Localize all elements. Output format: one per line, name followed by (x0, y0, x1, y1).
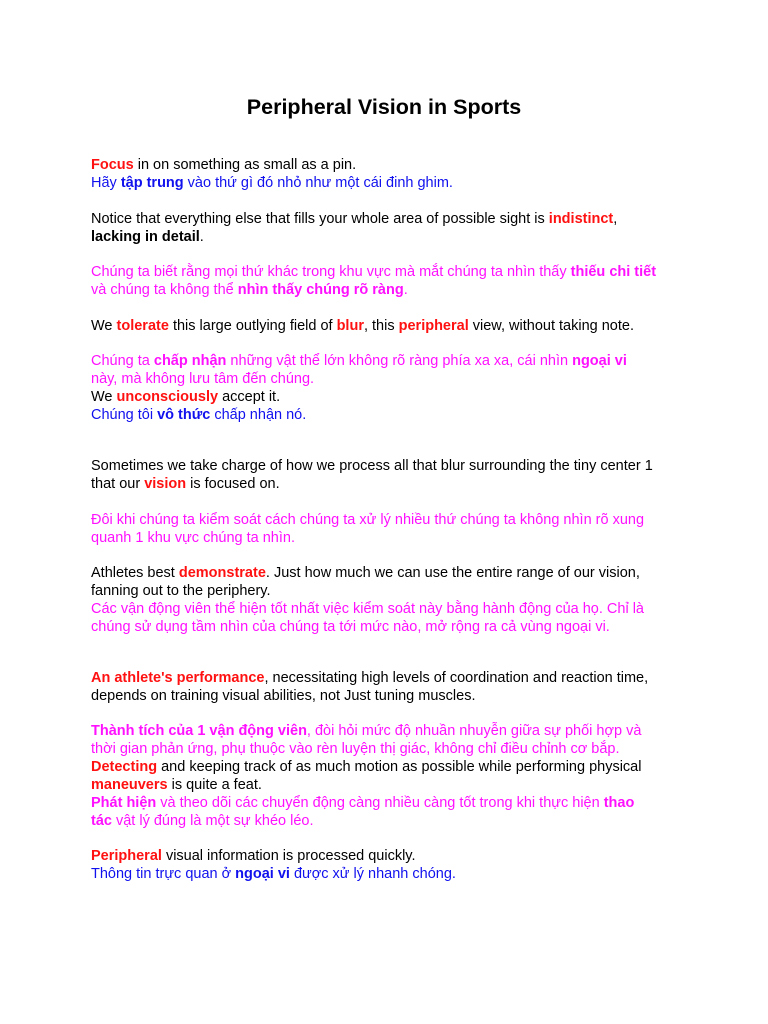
text: vật lý đúng là một sự khéo léo. (111, 813, 314, 829)
line-vi (91, 281, 691, 299)
page-title: Peripheral Vision in Sports (246, 95, 522, 119)
line-vi (91, 370, 691, 388)
text: view, without taking note. (468, 318, 634, 334)
paragraph-athletes (91, 564, 691, 636)
paragraph-sometimes-vi (91, 511, 691, 547)
line-vi: Các vận động viên thể hiện tốt nhất việc kiểm soát này bằng hành động của họ. Chỉ là (91, 601, 644, 617)
line-vi (91, 406, 691, 424)
line-en (91, 210, 691, 228)
line-vi (91, 352, 691, 370)
text: chấp nhận nó. (210, 407, 307, 423)
text: is quite a feat. (167, 777, 262, 793)
keyword: nhìn thấy chúng rõ ràng (237, 282, 404, 298)
text: Chúng ta biết rằng mọi thứ khác trong khu vực mà mắt chúng ta nhìn thấy (91, 264, 571, 280)
text: được xử lý nhanh chóng. (289, 866, 456, 882)
text: vào thứ gì đó nhỏ như một cái đinh ghim. (183, 175, 453, 191)
line-vi: chúng sử dụng tầm nhìn của chúng ta tới mức nào, mở rộng ra cả vùng ngoại vi. (91, 619, 610, 635)
line-en: depends on training visual abilities, not Just tuning muscles. (91, 688, 476, 704)
line-en (91, 228, 691, 246)
keyword: Peripheral (91, 848, 162, 864)
text: Thông tin trực quan ở (91, 866, 236, 882)
keyword: vision (144, 476, 187, 492)
keyword: indistinct (548, 211, 614, 227)
text: này, mà không lưu tâm đến chúng. (91, 371, 315, 387)
line-vi: quanh 1 khu vực chúng ta nhìn. (91, 530, 295, 546)
text: . (403, 282, 408, 298)
text: We (91, 318, 117, 334)
text: , this (363, 318, 399, 334)
keyword: Thành tích của 1 vận động viên (91, 723, 307, 739)
line-vi (91, 865, 691, 883)
line-vi (91, 794, 691, 812)
keyword: tác (91, 813, 112, 829)
text: visual information is processed quickly. (161, 848, 416, 864)
keyword: An athlete's performance (91, 670, 265, 686)
keyword: thao (603, 795, 635, 811)
keyword: tolerate (116, 318, 169, 334)
keyword: thiếu chi tiết (570, 264, 657, 280)
text: in on something as small as a pin. (133, 157, 357, 173)
text: , đòi hỏi mức độ nhuần nhuyễn giữa sự phối hợp và (306, 723, 642, 739)
text: và theo dõi các chuyển động càng nhiều càng tốt trong khi thực hiện (156, 795, 604, 811)
line-en (91, 475, 691, 493)
line-vi: Đôi khi chúng ta kiểm soát cách chúng ta xử lý nhiều thứ chúng ta không nhìn rõ xung (91, 512, 645, 528)
line-en (91, 758, 691, 776)
keyword: Detecting (91, 759, 158, 775)
text: những vật thể lớn không rõ ràng phía xa xa, cái nhìn (226, 353, 573, 369)
line-en (91, 669, 691, 687)
line-en (91, 847, 691, 865)
text: is focused on. (186, 476, 280, 492)
line-vi (91, 722, 691, 740)
text: Athletes best (91, 565, 179, 581)
line-vi (91, 812, 691, 830)
text: và chúng ta không thể (91, 282, 238, 298)
keyword: chấp nhận (153, 353, 227, 369)
keyword: vô thức (157, 407, 211, 423)
paragraph-accept (91, 352, 691, 424)
text: Chúng ta (91, 353, 154, 369)
line-en (91, 156, 691, 174)
text: , necessitating high levels of coordination and reaction time, (264, 670, 649, 686)
paragraph-performance (91, 669, 691, 705)
paragraph-tolerate (91, 317, 691, 335)
text: Notice that everything else that fills your whole area of possible sight is (91, 211, 549, 227)
text: accept it. (218, 389, 281, 405)
keyword: peripheral (398, 318, 469, 334)
text: that our (91, 476, 145, 492)
paragraph-performance-vi (91, 722, 691, 830)
line-en: fanning out to the periphery. (91, 583, 271, 599)
keyword: ngoại vi (235, 866, 290, 882)
line-vi: thời gian phản ứng, phụ thuộc vào rèn luyện thị giác, không chỉ điều chỉnh cơ bắp. (91, 741, 620, 757)
keyword: Phát hiện (91, 795, 157, 811)
paragraph-focus (91, 156, 691, 192)
text: Hãy (91, 175, 121, 191)
line-vi (91, 263, 691, 281)
line-vi (91, 174, 691, 192)
keyword: tập trung (120, 175, 184, 191)
text: this large outlying field of (168, 318, 337, 334)
paragraph-sometimes (91, 457, 691, 493)
keyword: maneuvers (91, 777, 168, 793)
paragraph-processed (91, 847, 691, 883)
text: Sometimes we take charge of how we process all that blur surrounding the tiny center 1 (91, 458, 653, 474)
line-en (91, 457, 691, 475)
text: We (91, 389, 117, 405)
keyword: Focus (91, 157, 134, 173)
line-en (91, 388, 691, 406)
keyword: demonstrate (178, 565, 266, 581)
line-en (91, 776, 691, 794)
text: . (199, 229, 204, 245)
text: . Just how much we can use the entire range of our vision, (265, 565, 640, 581)
keyword: blur (336, 318, 364, 334)
text: and keeping track of as much motion as possible while performing physical (157, 759, 642, 775)
text: Chúng tôi (91, 407, 158, 423)
keyword: unconsciously (116, 389, 219, 405)
keyword: lacking in detail (91, 229, 200, 245)
line-en (91, 564, 691, 582)
paragraph-notice-vi (91, 263, 691, 299)
keyword: ngoại vi (572, 353, 627, 369)
text: , (613, 211, 618, 227)
paragraph-notice (91, 210, 691, 246)
line-en (91, 317, 691, 335)
